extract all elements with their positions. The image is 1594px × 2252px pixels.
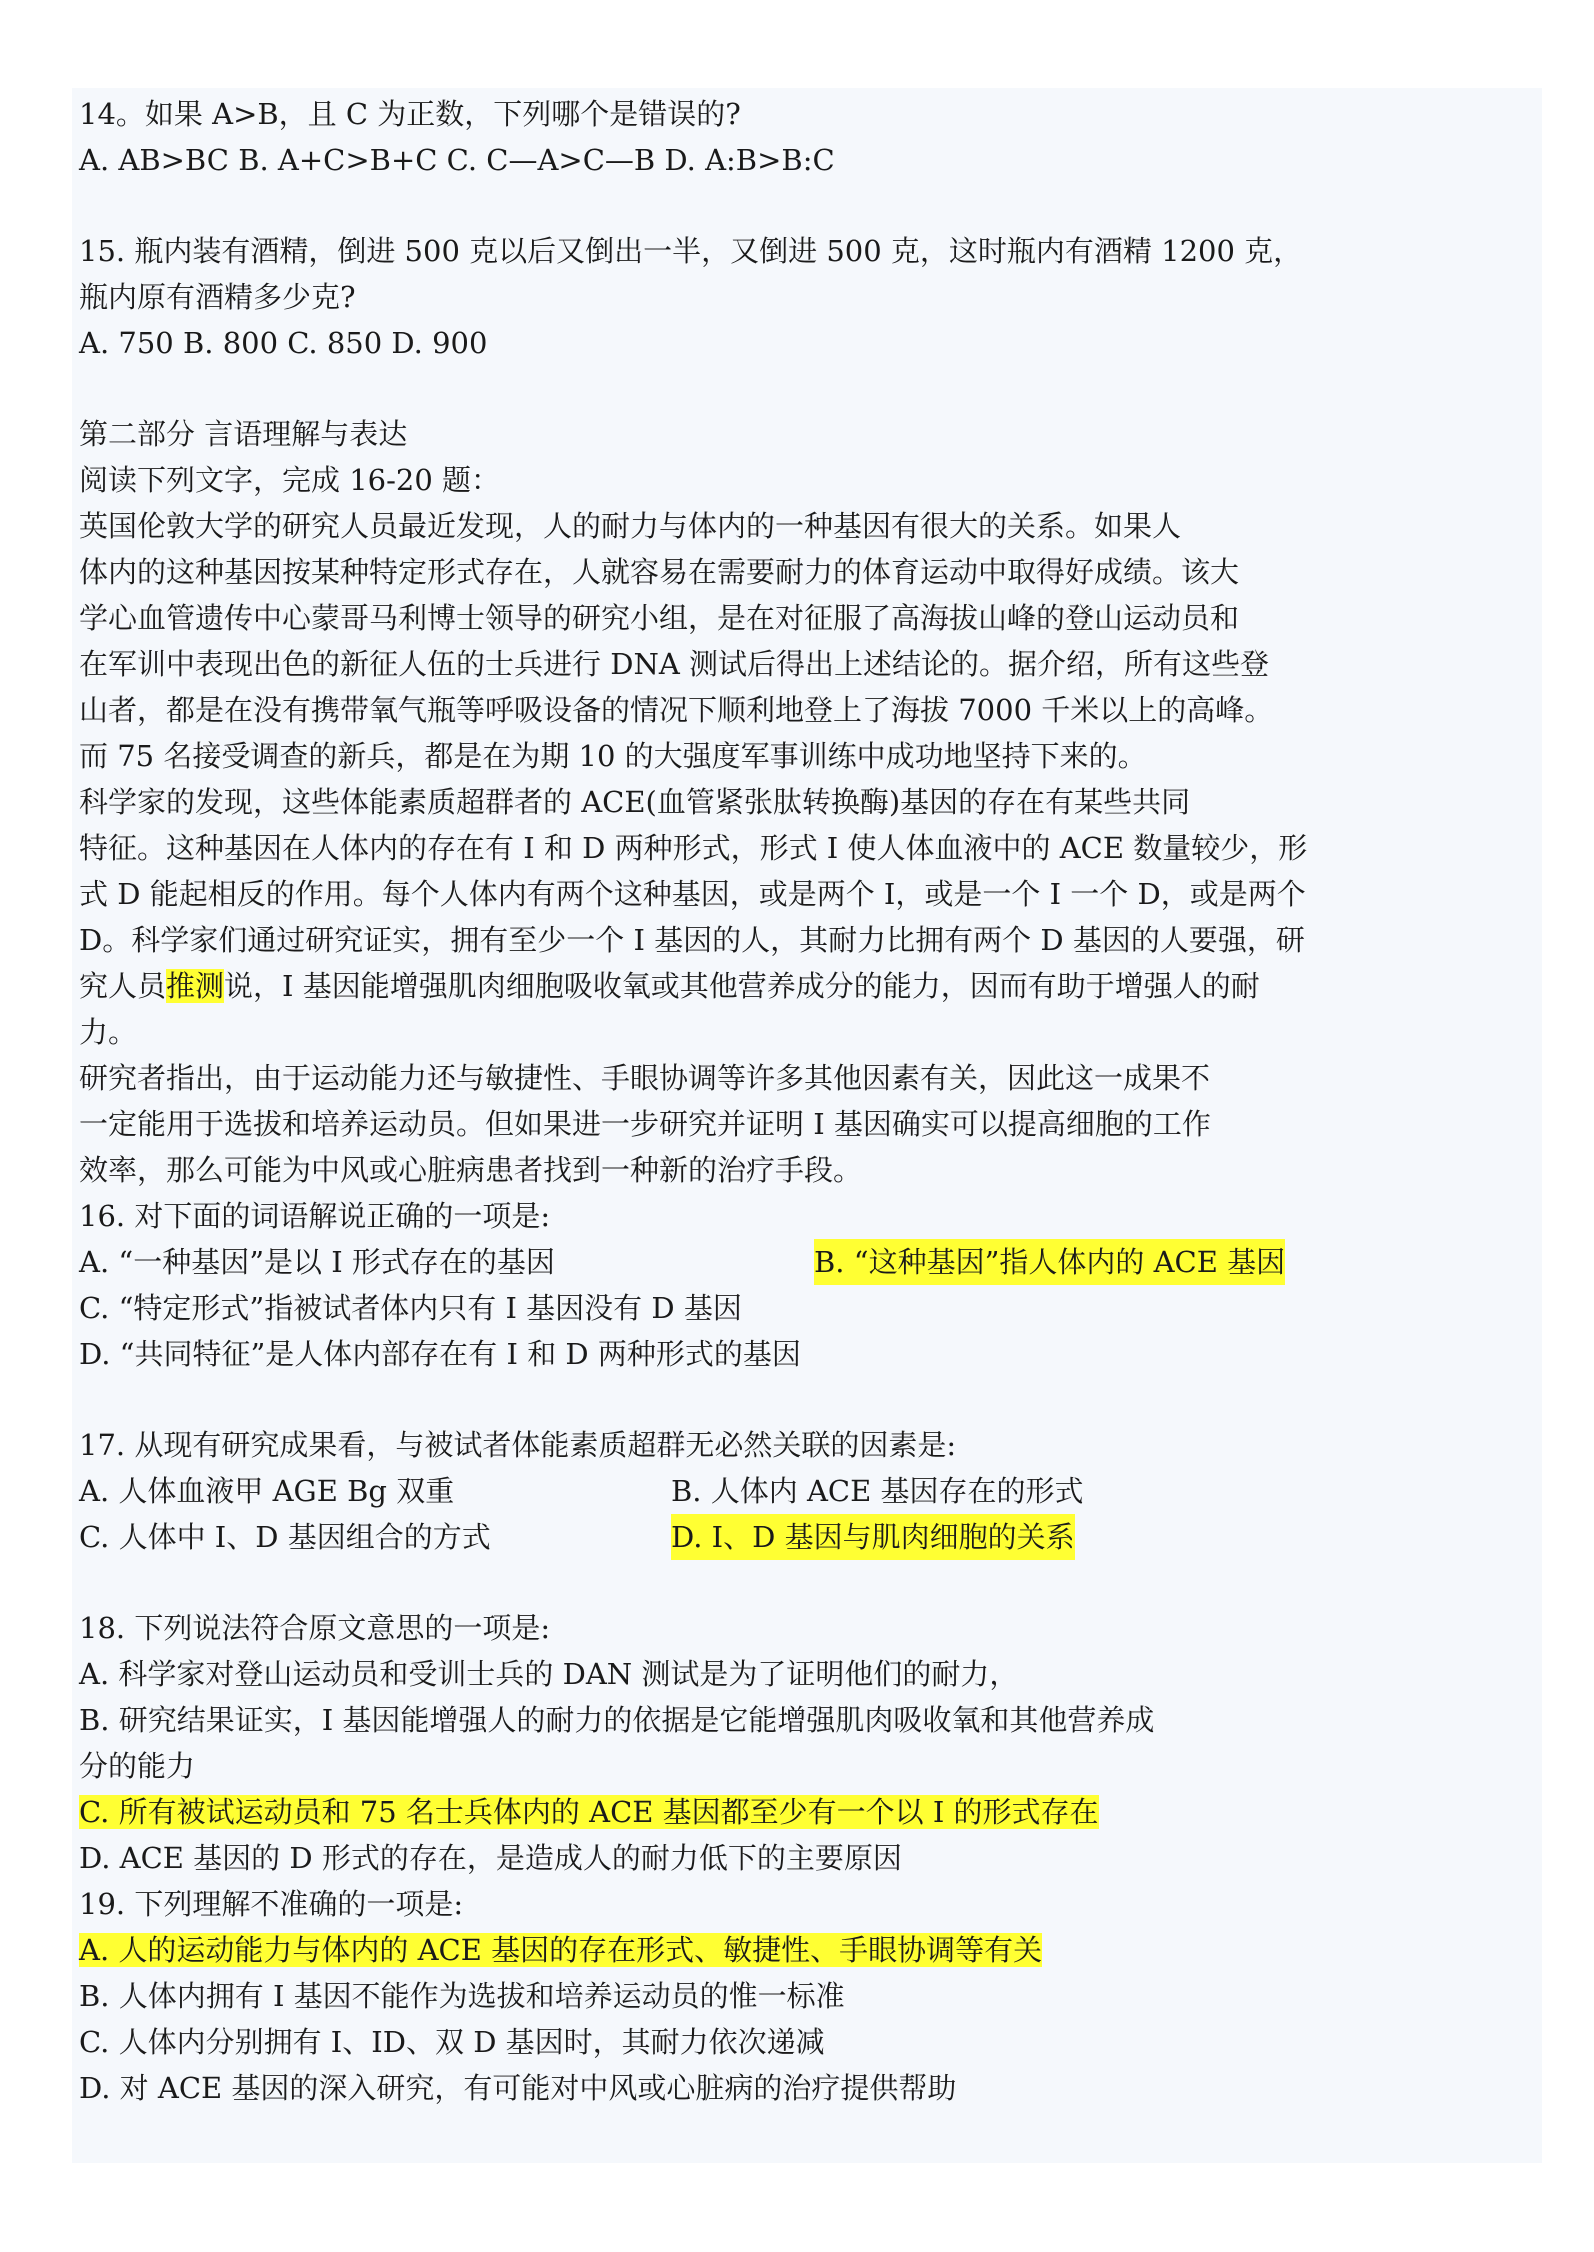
q18-option-a: A. 科学家对登山运动员和受训士兵的 DAN 测试是为了证明他们的耐力， xyxy=(79,1657,1019,1691)
q18-stem: 18. 下列说法符合原文意思的一项是: xyxy=(79,1611,551,1645)
q18-option-c-highlighted: C. 所有被试运动员和 75 名士兵体内的 ACE 基因都至少有一个以 I 的形式存在 xyxy=(79,1795,1099,1829)
q18-option-d: D. ACE 基因的 D 形式的存在，是造成人的耐力低下的主要原因 xyxy=(79,1841,902,1875)
document-page xyxy=(72,88,1542,2163)
q18-option-b-line1: B. 研究结果证实，I 基因能增强人的耐力的依据是它能增强肌肉吸收氧和其他营养成 xyxy=(79,1703,1155,1737)
passage-p2-line: 式 D 能起相反的作用。每个人体内有两个这种基因，或是两个 I，或是一个 I 一个 D，或是两个 xyxy=(79,877,1306,911)
q16-option-a: A. “一种基因”是以 I 形式存在的基因 xyxy=(79,1245,555,1279)
q14-options: A. AB>BC B. A+C>B+C C. C—A>C—B D. A:B>B:C xyxy=(79,143,835,177)
part2-heading: 第二部分 言语理解与表达 xyxy=(79,417,408,451)
q17-option-c: C. 人体中 I、D 基因组合的方式 xyxy=(79,1520,491,1554)
passage-p3-line: 效率，那么可能为中风或心脏病患者找到一种新的治疗手段。 xyxy=(79,1153,863,1187)
q17-row-cd xyxy=(79,1514,1539,1560)
q18-option-b-line2: 分的能力 xyxy=(79,1749,196,1783)
passage-p1-line: 山者，都是在没有携带氧气瓶等呼吸设备的情况下顺利地登上了海拔 7000 千米以上的高峰。 xyxy=(79,693,1274,727)
q19-option-c: C. 人体内分别拥有 I、ID、双 D 基因时，其耐力依次递减 xyxy=(79,2025,825,2059)
passage-p1-line: 体内的这种基因按某种特定形式存在，人就容易在需要耐力的体育运动中取得好成绩。该大 xyxy=(79,555,1240,589)
document-content xyxy=(79,91,1539,2111)
passage-p2-line5 xyxy=(79,963,1539,1009)
q17-option-b: B. 人体内 ACE 基因存在的形式 xyxy=(671,1474,1084,1508)
passage-p3-line: 研究者指出，由于运动能力还与敏捷性、手眼协调等许多其他因素有关，因此这一成果不 xyxy=(79,1061,1211,1095)
passage-p2-line: 科学家的发现，这些体能素质超群者的 ACE(血管紧张肽转换酶)基因的存在有某些共同 xyxy=(79,785,1191,819)
passage-p2-line: 特征。这种基因在人体内的存在有 I 和 D 两种形式，形式 I 使人体血液中的 ACE 数量较少，形 xyxy=(79,831,1308,865)
q16-option-d: D. “共同特征”是人体内部存在有 I 和 D 两种形式的基因 xyxy=(79,1337,801,1371)
highlighted-word: 推测 xyxy=(166,969,225,1003)
q19-option-a-highlighted: A. 人的运动能力与体内的 ACE 基因的存在形式、敏捷性、手眼协调等有关 xyxy=(79,1933,1043,1967)
part2-instruction: 阅读下列文字，完成 16-20 题： xyxy=(79,463,501,497)
q17-stem: 17. 从现有研究成果看，与被试者体能素质超群无必然关联的因素是: xyxy=(79,1428,957,1462)
q17-option-d-highlighted: D. I、D 基因与肌肉细胞的关系 xyxy=(671,1514,1075,1560)
q17-row-ab xyxy=(79,1468,1539,1514)
passage-p1-line: 而 75 名接受调查的新兵，都是在为期 10 的大强度军事训练中成功地坚持下来的。 xyxy=(79,739,1147,773)
q19-option-a-row xyxy=(79,1927,1539,1973)
passage-p1-line: 英国伦敦大学的研究人员最近发现，人的耐力与体内的一种基因有很大的关系。如果人 xyxy=(79,509,1182,543)
passage-p3-line: 一定能用于选拔和培养运动员。但如果进一步研究并证明 I 基因确实可以提高细胞的工作 xyxy=(79,1107,1211,1141)
q16-row-ab xyxy=(79,1239,1539,1285)
passage-p2-line6: 力。 xyxy=(79,1015,138,1049)
q19-option-d: D. 对 ACE 基因的深入研究，有可能对中风或心脏病的治疗提供帮助 xyxy=(79,2071,957,2105)
passage-p2-line5-before: 究人员 xyxy=(79,969,167,1003)
q18-option-c-row xyxy=(79,1789,1539,1835)
q15-stem-line1: 15. 瓶内装有酒精，倒进 500 克以后又倒出一半，又倒进 500 克，这时瓶内有酒精 1200 克， xyxy=(79,234,1303,268)
passage-p2-line: D。科学家们通过研究证实，拥有至少一个 I 基因的人，其耐力比拥有两个 D 基因的人要强，研 xyxy=(79,923,1305,957)
passage-p2-line5-after: 说，I 基因能增强肌肉细胞吸收氧或其他营养成分的能力，因而有助于增强人的耐 xyxy=(224,969,1260,1003)
passage-p1-line: 学心血管遗传中心蒙哥马利博士领导的研究小组，是在对征服了高海拔山峰的登山运动员和 xyxy=(79,601,1240,635)
q19-option-b: B. 人体内拥有 I 基因不能作为选拔和培养运动员的惟一标准 xyxy=(79,1979,845,2013)
q17-option-a: A. 人体血液甲 AGE Bg 双重 xyxy=(79,1474,455,1508)
q15-options: A. 750 B. 800 C. 850 D. 900 xyxy=(79,326,488,360)
passage-p1-line: 在军训中表现出色的新征人伍的士兵进行 DNA 测试后得出上述结论的。据介绍，所有这些登 xyxy=(79,647,1270,681)
q14-stem: 14。如果 A>B，且 C 为正数，下列哪个是错误的? xyxy=(79,97,741,131)
q16-option-b-highlighted: B. “这种基因”指人体内的 ACE 基因 xyxy=(814,1239,1285,1285)
q15-stem-line2: 瓶内原有酒精多少克? xyxy=(79,280,356,314)
q16-option-c: C. “特定形式”指被试者体内只有 I 基因没有 D 基因 xyxy=(79,1291,742,1325)
q19-stem: 19. 下列理解不准确的一项是: xyxy=(79,1887,464,1921)
q16-stem: 16. 对下面的词语解说正确的一项是: xyxy=(79,1199,551,1233)
